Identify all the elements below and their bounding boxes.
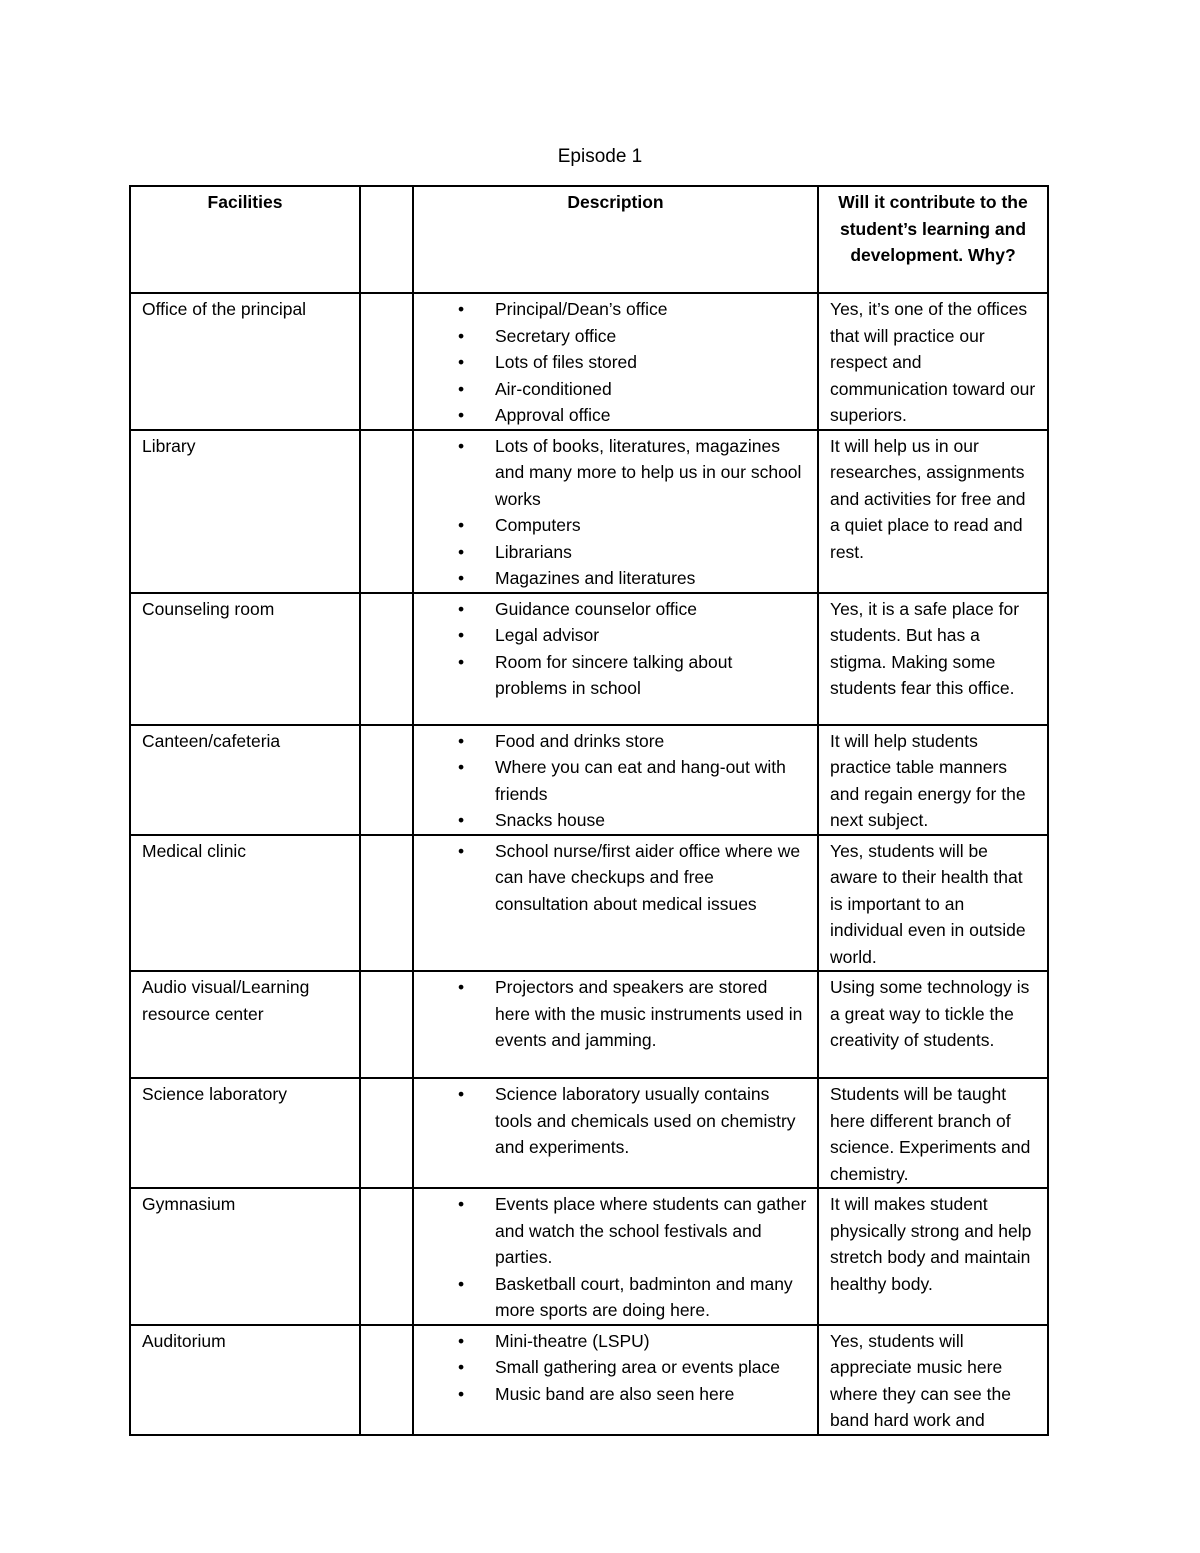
facility-name: Audio visual/Learning resource center: [130, 971, 360, 1078]
table-row: [130, 293, 1048, 430]
table-row: [130, 1188, 1048, 1325]
contribution-text: Using some technology is a great way to tickle the creativity of students.: [818, 971, 1048, 1078]
description-cell: [413, 430, 818, 593]
description-item: • Secretary office: [425, 323, 807, 350]
description-cell: [413, 725, 818, 835]
facility-name: Auditorium: [130, 1325, 360, 1435]
blank-cell: [360, 1188, 413, 1325]
description-item: • Food and drinks store: [425, 728, 807, 755]
contribution-text: It will help students practice table manners and regain energy for the next subject.: [818, 725, 1048, 835]
facility-name: Office of the principal: [130, 293, 360, 430]
table-body: [130, 293, 1048, 1435]
table-row: [130, 593, 1048, 725]
description-item: • Principal/Dean’s office: [425, 296, 807, 323]
description-item: • Magazines and literatures: [425, 565, 807, 592]
description-item: • Room for sincere talking about problems in school: [425, 649, 807, 702]
description-cell: [413, 971, 818, 1078]
blank-cell: [360, 835, 413, 972]
blank-cell: [360, 1078, 413, 1188]
description-item: • Events place where students can gather and watch the school festivals and parties.: [425, 1191, 807, 1271]
description-item: • Music band are also seen here: [425, 1381, 807, 1408]
description-item: • Mini-theatre (LSPU): [425, 1328, 807, 1355]
description-cell: [413, 1078, 818, 1188]
description-item: • Where you can eat and hang-out with friends: [425, 754, 807, 807]
description-list: [425, 728, 807, 834]
header-blank: [360, 186, 413, 293]
table-row: [130, 1325, 1048, 1435]
description-cell: [413, 1188, 818, 1325]
contribution-text: Yes, students will appreciate music here where they can see the band hard work and: [818, 1325, 1048, 1435]
contribution-text: Yes, it is a safe place for students. But has a stigma. Making some students fear this office.: [818, 593, 1048, 725]
facility-name: Science laboratory: [130, 1078, 360, 1188]
description-list: [425, 1191, 807, 1324]
header-contribution: Will it contribute to the student’s learning and development. Why?: [818, 186, 1048, 293]
blank-cell: [360, 593, 413, 725]
description-item: • Legal advisor: [425, 622, 807, 649]
description-item: • Lots of books, literatures, magazines and many more to help us in our school works: [425, 433, 807, 513]
description-list: [425, 596, 807, 702]
facilities-table: [129, 185, 1049, 1436]
description-item: • School nurse/first aider office where we can have checkups and free consultation about medical issues: [425, 838, 807, 918]
table-row: [130, 430, 1048, 593]
facility-name: Medical clinic: [130, 835, 360, 972]
description-list: [425, 1081, 807, 1161]
contribution-text: It will help us in our researches, assignments and activities for free and a quiet place to read and rest.: [818, 430, 1048, 593]
blank-cell: [360, 725, 413, 835]
table-row: [130, 971, 1048, 1078]
description-cell: [413, 835, 818, 972]
description-item: • Projectors and speakers are stored here with the music instruments used in events and jamming.: [425, 974, 807, 1054]
description-list: [425, 1328, 807, 1408]
description-item: • Computers: [425, 512, 807, 539]
description-list: [425, 433, 807, 592]
description-cell: [413, 293, 818, 430]
contribution-text: It will makes student physically strong and help stretch body and maintain healthy body.: [818, 1188, 1048, 1325]
contribution-text: Yes, students will be aware to their health that is important to an individual even in outside world.: [818, 835, 1048, 972]
facility-name: Counseling room: [130, 593, 360, 725]
header-description: Description: [413, 186, 818, 293]
facility-name: Canteen/cafeteria: [130, 725, 360, 835]
table-row: [130, 725, 1048, 835]
description-cell: [413, 593, 818, 725]
contribution-text: Yes, it’s one of the offices that will practice our respect and communication toward our superiors.: [818, 293, 1048, 430]
page-title: Episode 1: [557, 146, 643, 167]
blank-cell: [360, 971, 413, 1078]
table-row: [130, 1078, 1048, 1188]
blank-cell: [360, 430, 413, 593]
description-item: • Approval office: [425, 402, 807, 429]
description-list: [425, 296, 807, 429]
description-list: [425, 838, 807, 918]
contribution-text: Students will be taught here different branch of science. Experiments and chemistry.: [818, 1078, 1048, 1188]
description-list: [425, 974, 807, 1054]
facility-name: Library: [130, 430, 360, 593]
header-facilities: Facilities: [130, 186, 360, 293]
description-item: • Librarians: [425, 539, 807, 566]
blank-cell: [360, 293, 413, 430]
table-header-row: [130, 186, 1048, 293]
description-cell: [413, 1325, 818, 1435]
table-row: [130, 835, 1048, 972]
description-item: • Guidance counselor office: [425, 596, 807, 623]
description-item: • Small gathering area or events place: [425, 1354, 807, 1381]
facility-name: Gymnasium: [130, 1188, 360, 1325]
description-item: • Science laboratory usually contains tools and chemicals used on chemistry and experiments.: [425, 1081, 807, 1161]
description-item: • Air-conditioned: [425, 376, 807, 403]
description-item: • Basketball court, badminton and many more sports are doing here.: [425, 1271, 807, 1324]
description-item: • Snacks house: [425, 807, 807, 834]
description-item: • Lots of files stored: [425, 349, 807, 376]
blank-cell: [360, 1325, 413, 1435]
